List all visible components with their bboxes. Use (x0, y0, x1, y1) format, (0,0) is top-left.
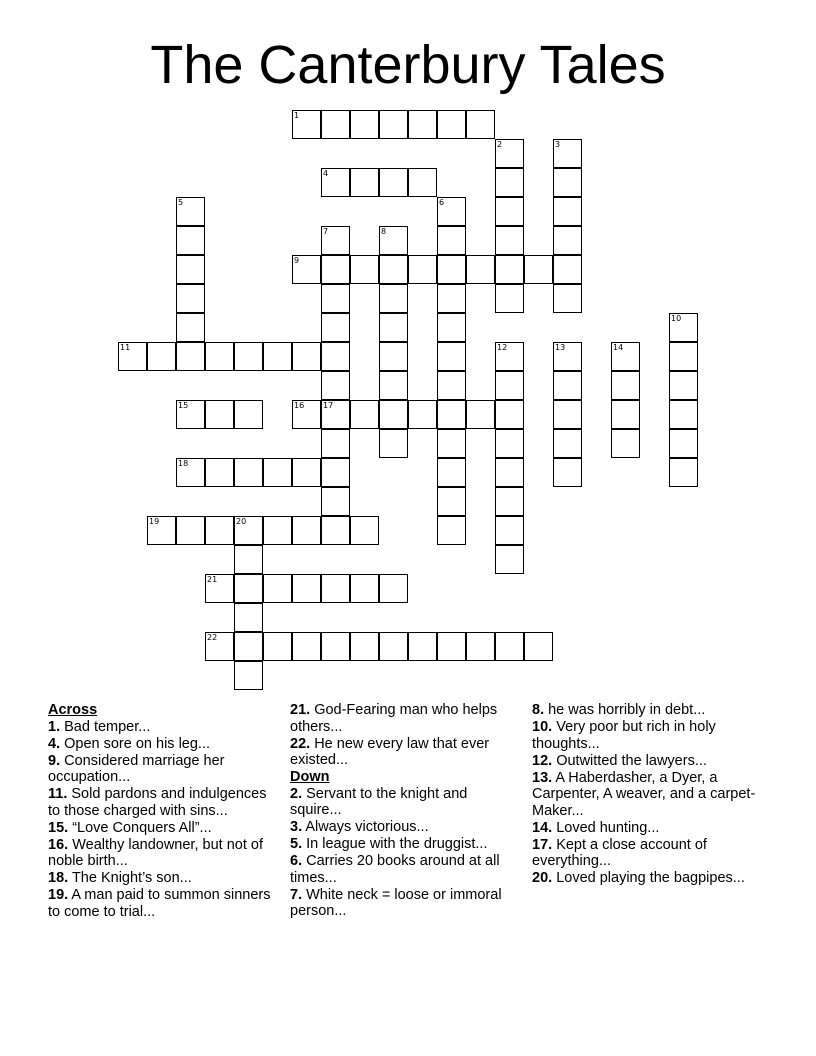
grid-cell[interactable] (234, 632, 263, 661)
grid-cell[interactable] (176, 197, 205, 226)
grid-cell[interactable] (611, 400, 640, 429)
clues-column-1 (48, 702, 278, 921)
clue-number: 14. (532, 819, 553, 836)
grid-cell[interactable] (321, 458, 350, 487)
grid-cell[interactable] (292, 255, 321, 284)
grid-cell[interactable] (408, 110, 437, 139)
down-clue (532, 719, 762, 752)
cell-number: 13 (555, 343, 566, 352)
clue-number: 5. (290, 836, 303, 852)
cell-number: 19 (149, 517, 160, 526)
grid-cell[interactable] (234, 574, 263, 603)
clue-number: 12. (532, 752, 553, 769)
grid-cell[interactable] (379, 574, 408, 603)
grid-cell[interactable] (263, 516, 292, 545)
grid-cell[interactable] (292, 574, 321, 603)
clue-number: 17. (532, 836, 553, 853)
grid-cell[interactable] (495, 632, 524, 661)
grid-cell[interactable] (205, 574, 234, 603)
grid-cell[interactable] (292, 110, 321, 139)
grid-cell[interactable] (437, 197, 466, 226)
grid-cell[interactable] (118, 342, 147, 371)
grid-cell[interactable] (669, 429, 698, 458)
grid-cell[interactable] (147, 342, 176, 371)
grid-cell[interactable] (176, 284, 205, 313)
grid-cell[interactable] (379, 226, 408, 255)
grid-cell[interactable] (495, 545, 524, 574)
page-title: The Canterbury Tales (150, 35, 666, 95)
grid-cell[interactable] (379, 255, 408, 284)
clue-text: Outwitted the lawyers... (552, 752, 707, 769)
grid-cell[interactable] (495, 226, 524, 255)
down-clue (290, 887, 505, 920)
grid-cell[interactable] (553, 226, 582, 255)
grid-cell[interactable] (669, 313, 698, 342)
clue-text: Loved hunting... (552, 819, 660, 836)
down-clue (532, 820, 762, 837)
grid-cell[interactable] (553, 168, 582, 197)
grid-cell[interactable] (466, 400, 495, 429)
grid-cell[interactable] (321, 400, 350, 429)
grid-cell[interactable] (263, 574, 292, 603)
across-clue (48, 820, 278, 837)
clue-number: 21. (290, 702, 311, 718)
clue-number: 2. (290, 785, 303, 802)
grid-cell[interactable] (553, 400, 582, 429)
grid-cell[interactable] (437, 226, 466, 255)
grid-cell[interactable] (669, 458, 698, 487)
grid-cell[interactable] (495, 342, 524, 371)
cell-number: 10 (671, 314, 682, 323)
clue-text: A Haberdasher, a Dyer, a Carpenter, A weaver, and a carpet-Maker... (532, 769, 756, 819)
grid-cell[interactable] (234, 516, 263, 545)
grid-cell[interactable] (437, 429, 466, 458)
down-clue (290, 836, 505, 853)
clue-number: 9. (48, 752, 61, 769)
clue-text: Servant to the knight and squire... (290, 785, 468, 818)
clue-number: 7. (290, 886, 303, 903)
grid-cell[interactable] (466, 255, 495, 284)
cell-number: 5 (178, 198, 184, 207)
clue-text: “Love Conquers All”... (68, 819, 212, 836)
grid-cell[interactable] (292, 516, 321, 545)
grid-cell[interactable] (495, 371, 524, 400)
grid-cell[interactable] (234, 661, 263, 690)
clue-text: In league with the druggist... (302, 836, 488, 852)
grid-cell[interactable] (321, 487, 350, 516)
clue-text: he was horribly in debt... (544, 702, 706, 718)
grid-cell[interactable] (437, 400, 466, 429)
clue-number: 8. (532, 702, 545, 718)
grid-cell[interactable] (234, 342, 263, 371)
grid-cell[interactable] (176, 226, 205, 255)
grid-cell[interactable] (350, 632, 379, 661)
across-clue (48, 736, 278, 753)
grid-cell[interactable] (263, 458, 292, 487)
across-heading: Across (48, 702, 98, 718)
down-clue (290, 853, 505, 886)
cell-number: 20 (236, 517, 247, 526)
grid-cell[interactable] (553, 342, 582, 371)
grid-cell[interactable] (379, 371, 408, 400)
grid-cell[interactable] (466, 110, 495, 139)
grid-cell[interactable] (234, 603, 263, 632)
across-clue (48, 719, 278, 736)
grid-cell[interactable] (379, 429, 408, 458)
clue-text: Open sore on his leg... (60, 735, 211, 752)
grid-cell[interactable] (495, 168, 524, 197)
grid-cell[interactable] (553, 255, 582, 284)
grid-cell[interactable] (553, 429, 582, 458)
grid-cell[interactable] (437, 255, 466, 284)
grid-cell[interactable] (437, 458, 466, 487)
cell-number: 18 (178, 459, 189, 468)
grid-cell[interactable] (524, 255, 553, 284)
grid-cell[interactable] (234, 458, 263, 487)
grid-cell[interactable] (495, 197, 524, 226)
clue-number: 13. (532, 769, 553, 786)
grid-cell[interactable] (379, 168, 408, 197)
grid-cell[interactable] (379, 632, 408, 661)
grid-cell[interactable] (350, 400, 379, 429)
grid-cell[interactable] (495, 458, 524, 487)
grid-cell[interactable] (495, 139, 524, 168)
clues-column-2 (290, 702, 505, 920)
grid-cell[interactable] (408, 632, 437, 661)
clue-number: 15. (48, 819, 69, 836)
clue-number: 20. (532, 870, 553, 886)
cell-number: 11 (120, 343, 131, 352)
grid-cell[interactable] (379, 342, 408, 371)
grid-cell[interactable] (408, 400, 437, 429)
grid-cell[interactable] (350, 574, 379, 603)
clue-text: Loved playing the bagpipes... (552, 870, 745, 886)
clue-text: Bad temper... (60, 718, 151, 735)
grid-cell[interactable] (553, 371, 582, 400)
grid-cell[interactable] (147, 516, 176, 545)
clue-text: Carries 20 books around at all times... (290, 853, 500, 886)
grid-cell[interactable] (437, 110, 466, 139)
clue-text: Considered marriage her occupation... (48, 752, 225, 785)
grid-cell[interactable] (321, 110, 350, 139)
grid-cell[interactable] (669, 400, 698, 429)
grid-cell[interactable] (205, 400, 234, 429)
grid-cell[interactable] (176, 516, 205, 545)
grid-cell[interactable] (321, 313, 350, 342)
grid-cell[interactable] (437, 284, 466, 313)
cell-number: 8 (381, 227, 387, 236)
grid-cell[interactable] (292, 632, 321, 661)
grid-cell[interactable] (379, 110, 408, 139)
grid-cell[interactable] (553, 139, 582, 168)
cell-number: 15 (178, 401, 189, 410)
grid-cell[interactable] (669, 371, 698, 400)
clue-number: 19. (48, 887, 69, 903)
cell-number: 1 (294, 111, 300, 120)
cell-number: 16 (294, 401, 305, 410)
down-clue (290, 786, 505, 819)
grid-cell[interactable] (437, 342, 466, 371)
grid-cell[interactable] (495, 516, 524, 545)
grid-cell[interactable] (611, 342, 640, 371)
cell-number: 14 (613, 343, 624, 352)
cell-number: 12 (497, 343, 508, 352)
grid-cell[interactable] (437, 487, 466, 516)
grid-cell[interactable] (495, 255, 524, 284)
grid-cell[interactable] (176, 255, 205, 284)
grid-cell[interactable] (321, 168, 350, 197)
grid-cell[interactable] (350, 110, 379, 139)
grid-cell[interactable] (205, 342, 234, 371)
grid-cell[interactable] (321, 429, 350, 458)
cell-number: 2 (497, 140, 503, 149)
clue-number: 18. (48, 870, 69, 886)
grid-cell[interactable] (205, 516, 234, 545)
grid-cell[interactable] (524, 632, 553, 661)
down-clue (532, 770, 762, 820)
across-clue (290, 736, 505, 769)
grid-cell[interactable] (437, 516, 466, 545)
grid-cell[interactable] (205, 458, 234, 487)
clue-number: 3. (290, 819, 303, 835)
grid-cell[interactable] (292, 342, 321, 371)
grid-cell[interactable] (611, 371, 640, 400)
grid-cell[interactable] (292, 458, 321, 487)
clue-number: 16. (48, 836, 69, 853)
grid-cell[interactable] (408, 168, 437, 197)
grid-cell[interactable] (321, 574, 350, 603)
grid-cell[interactable] (176, 342, 205, 371)
grid-cell[interactable] (466, 632, 495, 661)
down-heading: Down (290, 769, 330, 785)
grid-cell[interactable] (321, 226, 350, 255)
clue-text: Kept a close account of everything... (532, 836, 707, 869)
grid-cell[interactable] (234, 545, 263, 574)
grid-cell[interactable] (553, 197, 582, 226)
clue-number: 4. (48, 735, 61, 752)
cell-number: 22 (207, 633, 218, 642)
down-clue (532, 753, 762, 770)
grid-cell[interactable] (205, 632, 234, 661)
grid-cell[interactable] (669, 342, 698, 371)
clue-number: 11. (48, 786, 68, 802)
clue-text: God-Fearing man who helps others... (290, 702, 498, 735)
clue-text: White neck = loose or immoral person... (290, 886, 502, 919)
clue-text: The Knight’s son... (68, 870, 192, 886)
cell-number: 6 (439, 198, 445, 207)
across-clue (290, 702, 505, 735)
grid-cell[interactable] (263, 342, 292, 371)
grid-cell[interactable] (263, 632, 292, 661)
grid-cell[interactable] (495, 429, 524, 458)
grid-cell[interactable] (176, 400, 205, 429)
grid-cell[interactable] (321, 284, 350, 313)
across-clue (48, 870, 278, 887)
grid-cell[interactable] (321, 371, 350, 400)
cell-number: 7 (323, 227, 329, 236)
across-clue (48, 837, 278, 870)
across-clue (48, 786, 278, 819)
clue-text: Very poor but rich in holy thoughts... (532, 719, 716, 752)
grid-cell[interactable] (321, 255, 350, 284)
grid-cell[interactable] (495, 284, 524, 313)
clue-text: Always victorious... (302, 819, 429, 835)
grid-cell[interactable] (176, 313, 205, 342)
grid-cell[interactable] (292, 400, 321, 429)
cell-number: 3 (555, 140, 561, 149)
grid-cell[interactable] (350, 168, 379, 197)
grid-cell[interactable] (437, 313, 466, 342)
grid-cell[interactable] (321, 632, 350, 661)
grid-cell[interactable] (379, 313, 408, 342)
clues-column-3 (532, 702, 762, 887)
clue-text: Sold pardons and indulgences to those charged with sins... (48, 786, 267, 819)
clue-number: 1. (48, 718, 61, 735)
down-clue (532, 870, 762, 887)
clue-number: 6. (290, 853, 303, 869)
across-clue (48, 753, 278, 786)
down-clue (290, 819, 505, 836)
grid-cell[interactable] (611, 429, 640, 458)
down-clue (532, 702, 762, 719)
grid-cell[interactable] (553, 458, 582, 487)
grid-cell[interactable] (553, 284, 582, 313)
grid-cell[interactable] (321, 342, 350, 371)
cell-number: 21 (207, 575, 218, 584)
clue-text: He new every law that ever existed... (290, 735, 490, 768)
clue-number: 10. (532, 719, 553, 735)
grid-cell[interactable] (495, 487, 524, 516)
grid-cell[interactable] (321, 516, 350, 545)
clue-number: 22. (290, 735, 311, 752)
cell-number: 4 (323, 169, 329, 178)
grid-cell[interactable] (350, 255, 379, 284)
clue-text: Wealthy landowner, but not of noble birth... (48, 836, 263, 869)
across-clue (48, 887, 278, 920)
grid-cell[interactable] (379, 284, 408, 313)
grid-cell[interactable] (437, 371, 466, 400)
down-clue (532, 837, 762, 870)
grid-cell[interactable] (234, 400, 263, 429)
cell-number: 17 (323, 401, 334, 410)
cell-number: 9 (294, 256, 300, 265)
grid-cell[interactable] (495, 400, 524, 429)
grid-cell[interactable] (379, 400, 408, 429)
grid-cell[interactable] (437, 632, 466, 661)
clue-text: A man paid to summon sinners to come to trial... (48, 887, 271, 920)
grid-cell[interactable] (408, 255, 437, 284)
grid-cell[interactable] (176, 458, 205, 487)
grid-cell[interactable] (350, 516, 379, 545)
